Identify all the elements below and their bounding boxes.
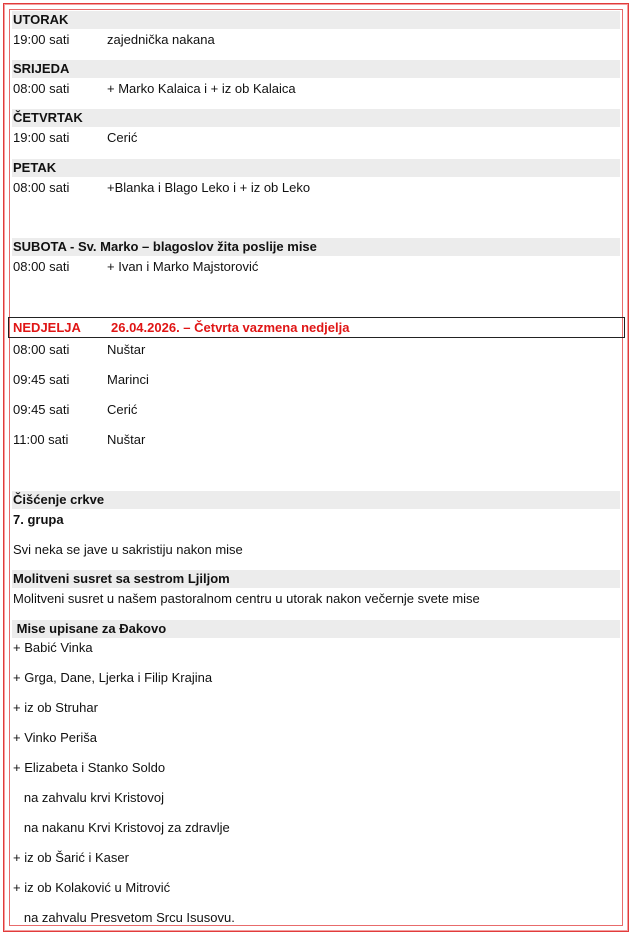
mass-time: 09:45 sati — [13, 402, 70, 417]
sunday-header — [8, 317, 625, 338]
mass-intention: + Marko Kalaica i + iz ob Kalaica — [107, 81, 296, 96]
mass-intention: zajednička nakana — [107, 32, 215, 47]
cleaning-group: 7. grupa — [13, 512, 64, 527]
mass-time: 08:00 sati — [13, 81, 70, 96]
mass-place: Marinci — [107, 372, 149, 387]
list-item: + iz ob Struhar — [13, 700, 98, 715]
prayer-meeting-text: Molitveni susret u našem pastoralnom centru u utorak nakon večernje svete mise — [13, 591, 480, 606]
list-item: na nakanu Krvi Kristovoj za zdravlje — [13, 820, 230, 835]
mass-intention: Cerić — [107, 130, 138, 145]
day-header-srijeda: SRIJEDA — [12, 60, 620, 78]
mass-place: Nuštar — [107, 432, 146, 447]
list-item: + iz ob Kolaković u Mitrović — [13, 880, 171, 895]
mass-intention: +Blanka i Blago Leko i + iz ob Leko — [107, 180, 311, 195]
list-item: + iz ob Šarić i Kaser — [13, 850, 129, 865]
inner-frame — [9, 9, 623, 926]
sunday-title: 26.04.2026. – Četvrta vazmena nedjelja — [111, 320, 350, 335]
mass-time: 09:45 sati — [13, 372, 70, 387]
day-header-petak: PETAK — [12, 159, 620, 177]
day-header-cetvrtak: ČETVRTAK — [12, 109, 620, 127]
mass-place: Cerić — [107, 402, 138, 417]
list-item: na zahvalu krvi Kristovoj — [13, 790, 165, 805]
mass-time: 08:00 sati — [13, 259, 70, 274]
prayer-meeting-heading: Molitveni susret sa sestrom Ljiljom — [12, 570, 620, 588]
cleaning-note: Svi neka se jave u sakristiju nakon mise — [13, 542, 243, 557]
day-header-utorak: UTORAK — [12, 11, 620, 29]
cleaning-heading: Čišćenje crkve — [12, 491, 620, 509]
list-item: + Babić Vinka — [13, 640, 93, 655]
mass-intention: + Ivan i Marko Majstorović — [107, 259, 259, 274]
list-item: + Elizabeta i Stanko Soldo — [13, 760, 166, 775]
mass-time: 08:00 sati — [13, 342, 70, 357]
day-header-subota: SUBOTA - Sv. Marko – blagoslov žita poslije mise — [12, 238, 620, 256]
mass-time: 08:00 sati — [13, 180, 70, 195]
mass-time: 19:00 sati — [13, 130, 70, 145]
mass-time: 19:00 sati — [13, 32, 70, 47]
list-item: + Vinko Periša — [13, 730, 97, 745]
day-label-nedjelja: NEDJELJA — [13, 320, 81, 335]
list-item: na zahvalu Presvetom Srcu Isusovu. — [13, 910, 235, 925]
mass-place: Nuštar — [107, 342, 146, 357]
list-item: + Grga, Dane, Ljerka i Filip Krajina — [13, 670, 213, 685]
registered-masses-heading: Mise upisane za Đakovo — [12, 620, 620, 638]
mass-time: 11:00 sati — [13, 432, 69, 447]
